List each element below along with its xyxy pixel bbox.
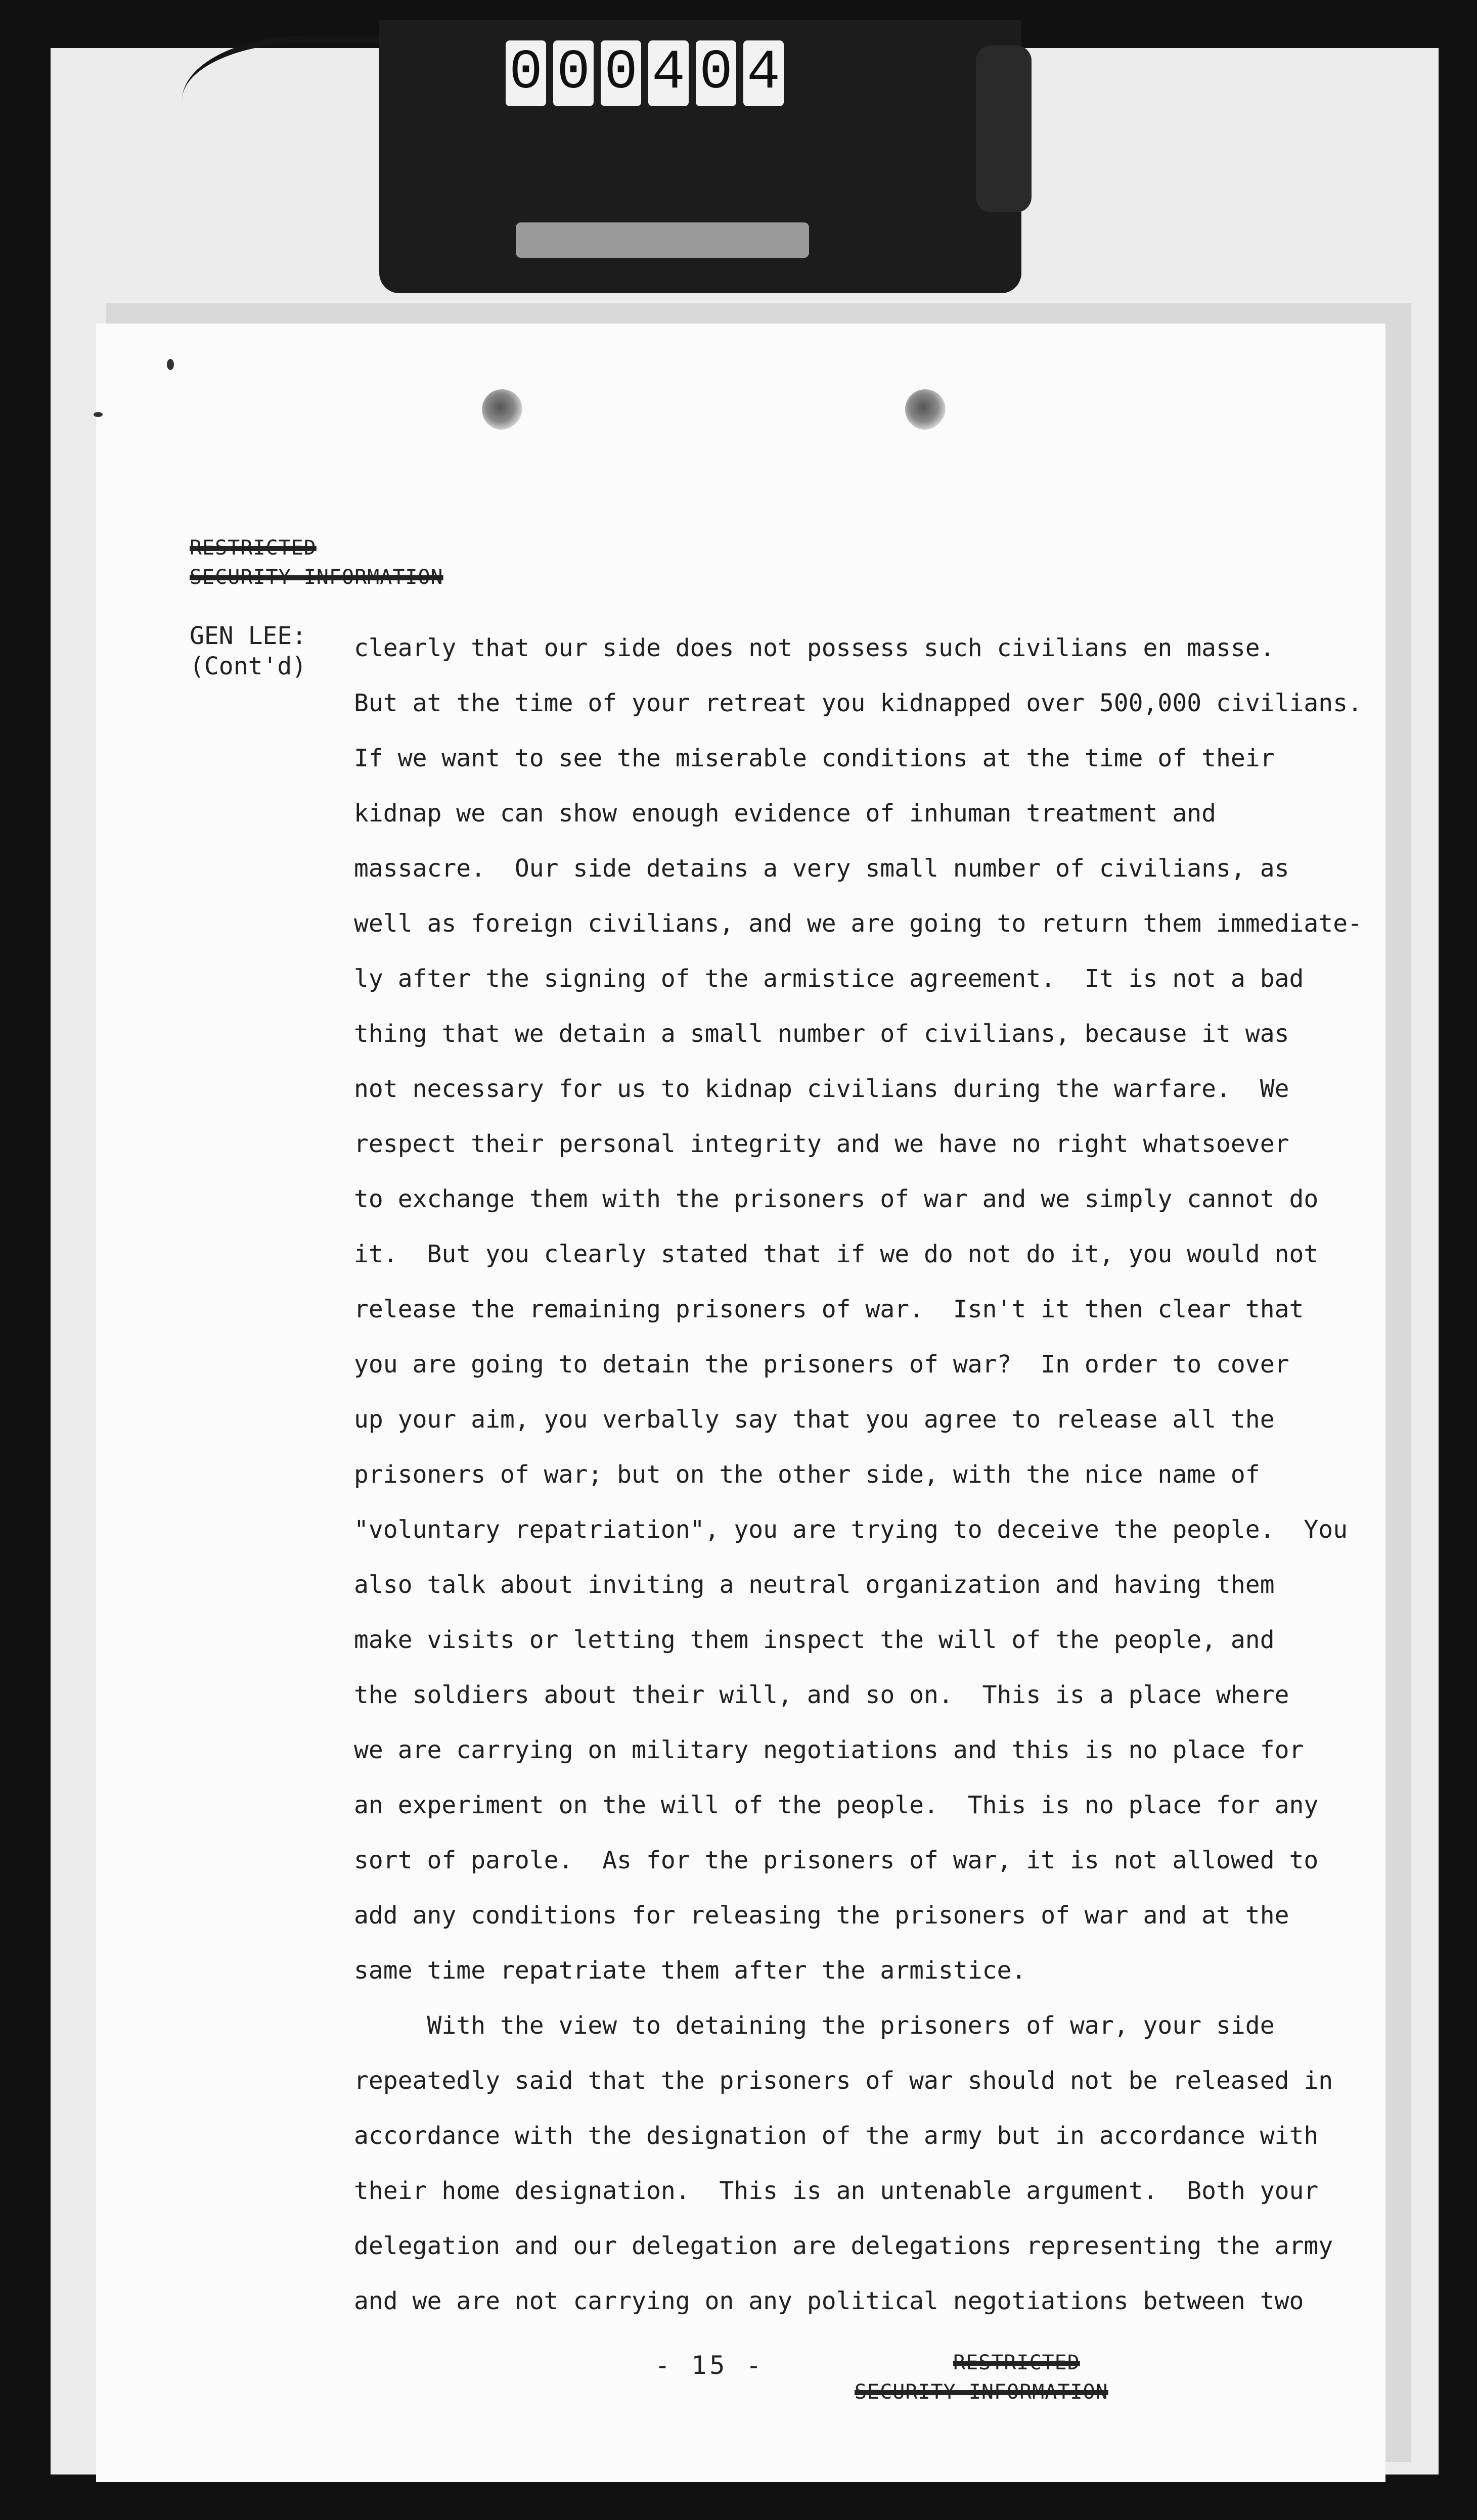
body-line: accordance with the designation of the army but in accordance with <box>354 2122 1319 2150</box>
body-line: the soldiers about their will, and so on. This is a place where <box>354 1681 1289 1709</box>
body-line: kidnap we can show enough evidence of inhuman treatment and <box>354 799 1217 828</box>
body-line: an experiment on the will of the people. This is no place for any <box>354 1791 1319 1819</box>
counter-digit: 4 <box>648 40 689 106</box>
body-line: ly after the signing of the armistice agreement. It is not a bad <box>354 965 1304 993</box>
counter-digit: 0 <box>506 40 546 106</box>
body-line: release the remaining prisoners of war. Isn't it then clear that <box>354 1295 1304 1323</box>
header-restricted-marking: RESTRICTED <box>190 536 317 560</box>
punch-hole <box>482 389 522 430</box>
ink-mark <box>94 412 103 417</box>
body-line: With the view to detaining the prisoners of war, your side <box>354 2011 1275 2040</box>
body-line: and we are not carrying on any political negotiations between two <box>354 2287 1304 2315</box>
body-line: it. But you clearly stated that if we do not do it, you would not <box>354 1240 1319 1268</box>
body-line: up your aim, you verbally say that you agree to release all the <box>354 1405 1275 1434</box>
page-number: - 15 - <box>655 2351 765 2380</box>
body-line: But at the time of your retreat you kidnapped over 500,000 civilians. <box>354 689 1362 717</box>
ink-mark <box>167 359 174 370</box>
body-line: you are going to detain the prisoners of war? In order to cover <box>354 1350 1289 1379</box>
body-line: clearly that our side does not possess such civilians en masse. <box>354 634 1275 662</box>
speaker-name: GEN LEE: <box>190 622 307 650</box>
counter-digit: 0 <box>696 40 736 106</box>
body-line: delegation and our delegation are delegations representing the army <box>354 2232 1333 2260</box>
body-line: same time repatriate them after the armistice. <box>354 1956 1026 1985</box>
counter-digit: 4 <box>743 40 784 106</box>
header-security-marking: SECURITY INFORMATION <box>190 566 443 589</box>
body-line: respect their personal integrity and we have no right whatsoever <box>354 1130 1289 1158</box>
body-line: If we want to see the miserable conditions at the time of their <box>354 744 1275 772</box>
counter-digit: 0 <box>601 40 641 106</box>
punch-hole <box>905 389 946 430</box>
body-line: their home designation. This is an untenable argument. Both your <box>354 2177 1319 2205</box>
body-line: repeatedly said that the prisoners of war should not be released in <box>354 2067 1333 2095</box>
counter-knob <box>976 45 1032 212</box>
body-line: we are carrying on military negotiations and this is no place for <box>354 1736 1304 1764</box>
speaker-continued: (Cont'd) <box>190 652 307 680</box>
speaker-label <box>190 621 306 681</box>
counter-digit: 0 <box>553 40 594 106</box>
frame-counter <box>506 40 784 111</box>
body-line: well as foreign civilians, and we are going to return them immediate- <box>354 909 1362 938</box>
body-line: not necessary for us to kidnap civilians during the warfare. We <box>354 1075 1289 1103</box>
footer-security-marking: SECURITY INFORMATION <box>855 2380 1108 2404</box>
body-line: thing that we detain a small number of civilians, because it was <box>354 1020 1289 1048</box>
body-line: prisoners of war; but on the other side, with the nice name of <box>354 1460 1260 1489</box>
transcript-body <box>354 621 1362 2329</box>
body-line: sort of parole. As for the prisoners of war, it is not allowed to <box>354 1846 1319 1874</box>
body-line: make visits or letting them inspect the will of the people, and <box>354 1626 1275 1654</box>
body-line: also talk about inviting a neutral organization and having them <box>354 1571 1275 1599</box>
body-line: massacre. Our side detains a very small number of civilians, as <box>354 854 1289 883</box>
body-line: "voluntary repatriation", you are trying to deceive the people. You <box>354 1516 1348 1544</box>
body-line: to exchange them with the prisoners of war and we simply cannot do <box>354 1185 1319 1213</box>
device-label-plate <box>516 222 809 258</box>
body-line: add any conditions for releasing the prisoners of war and at the <box>354 1901 1289 1930</box>
footer-restricted-marking: RESTRICTED <box>953 2351 1080 2374</box>
